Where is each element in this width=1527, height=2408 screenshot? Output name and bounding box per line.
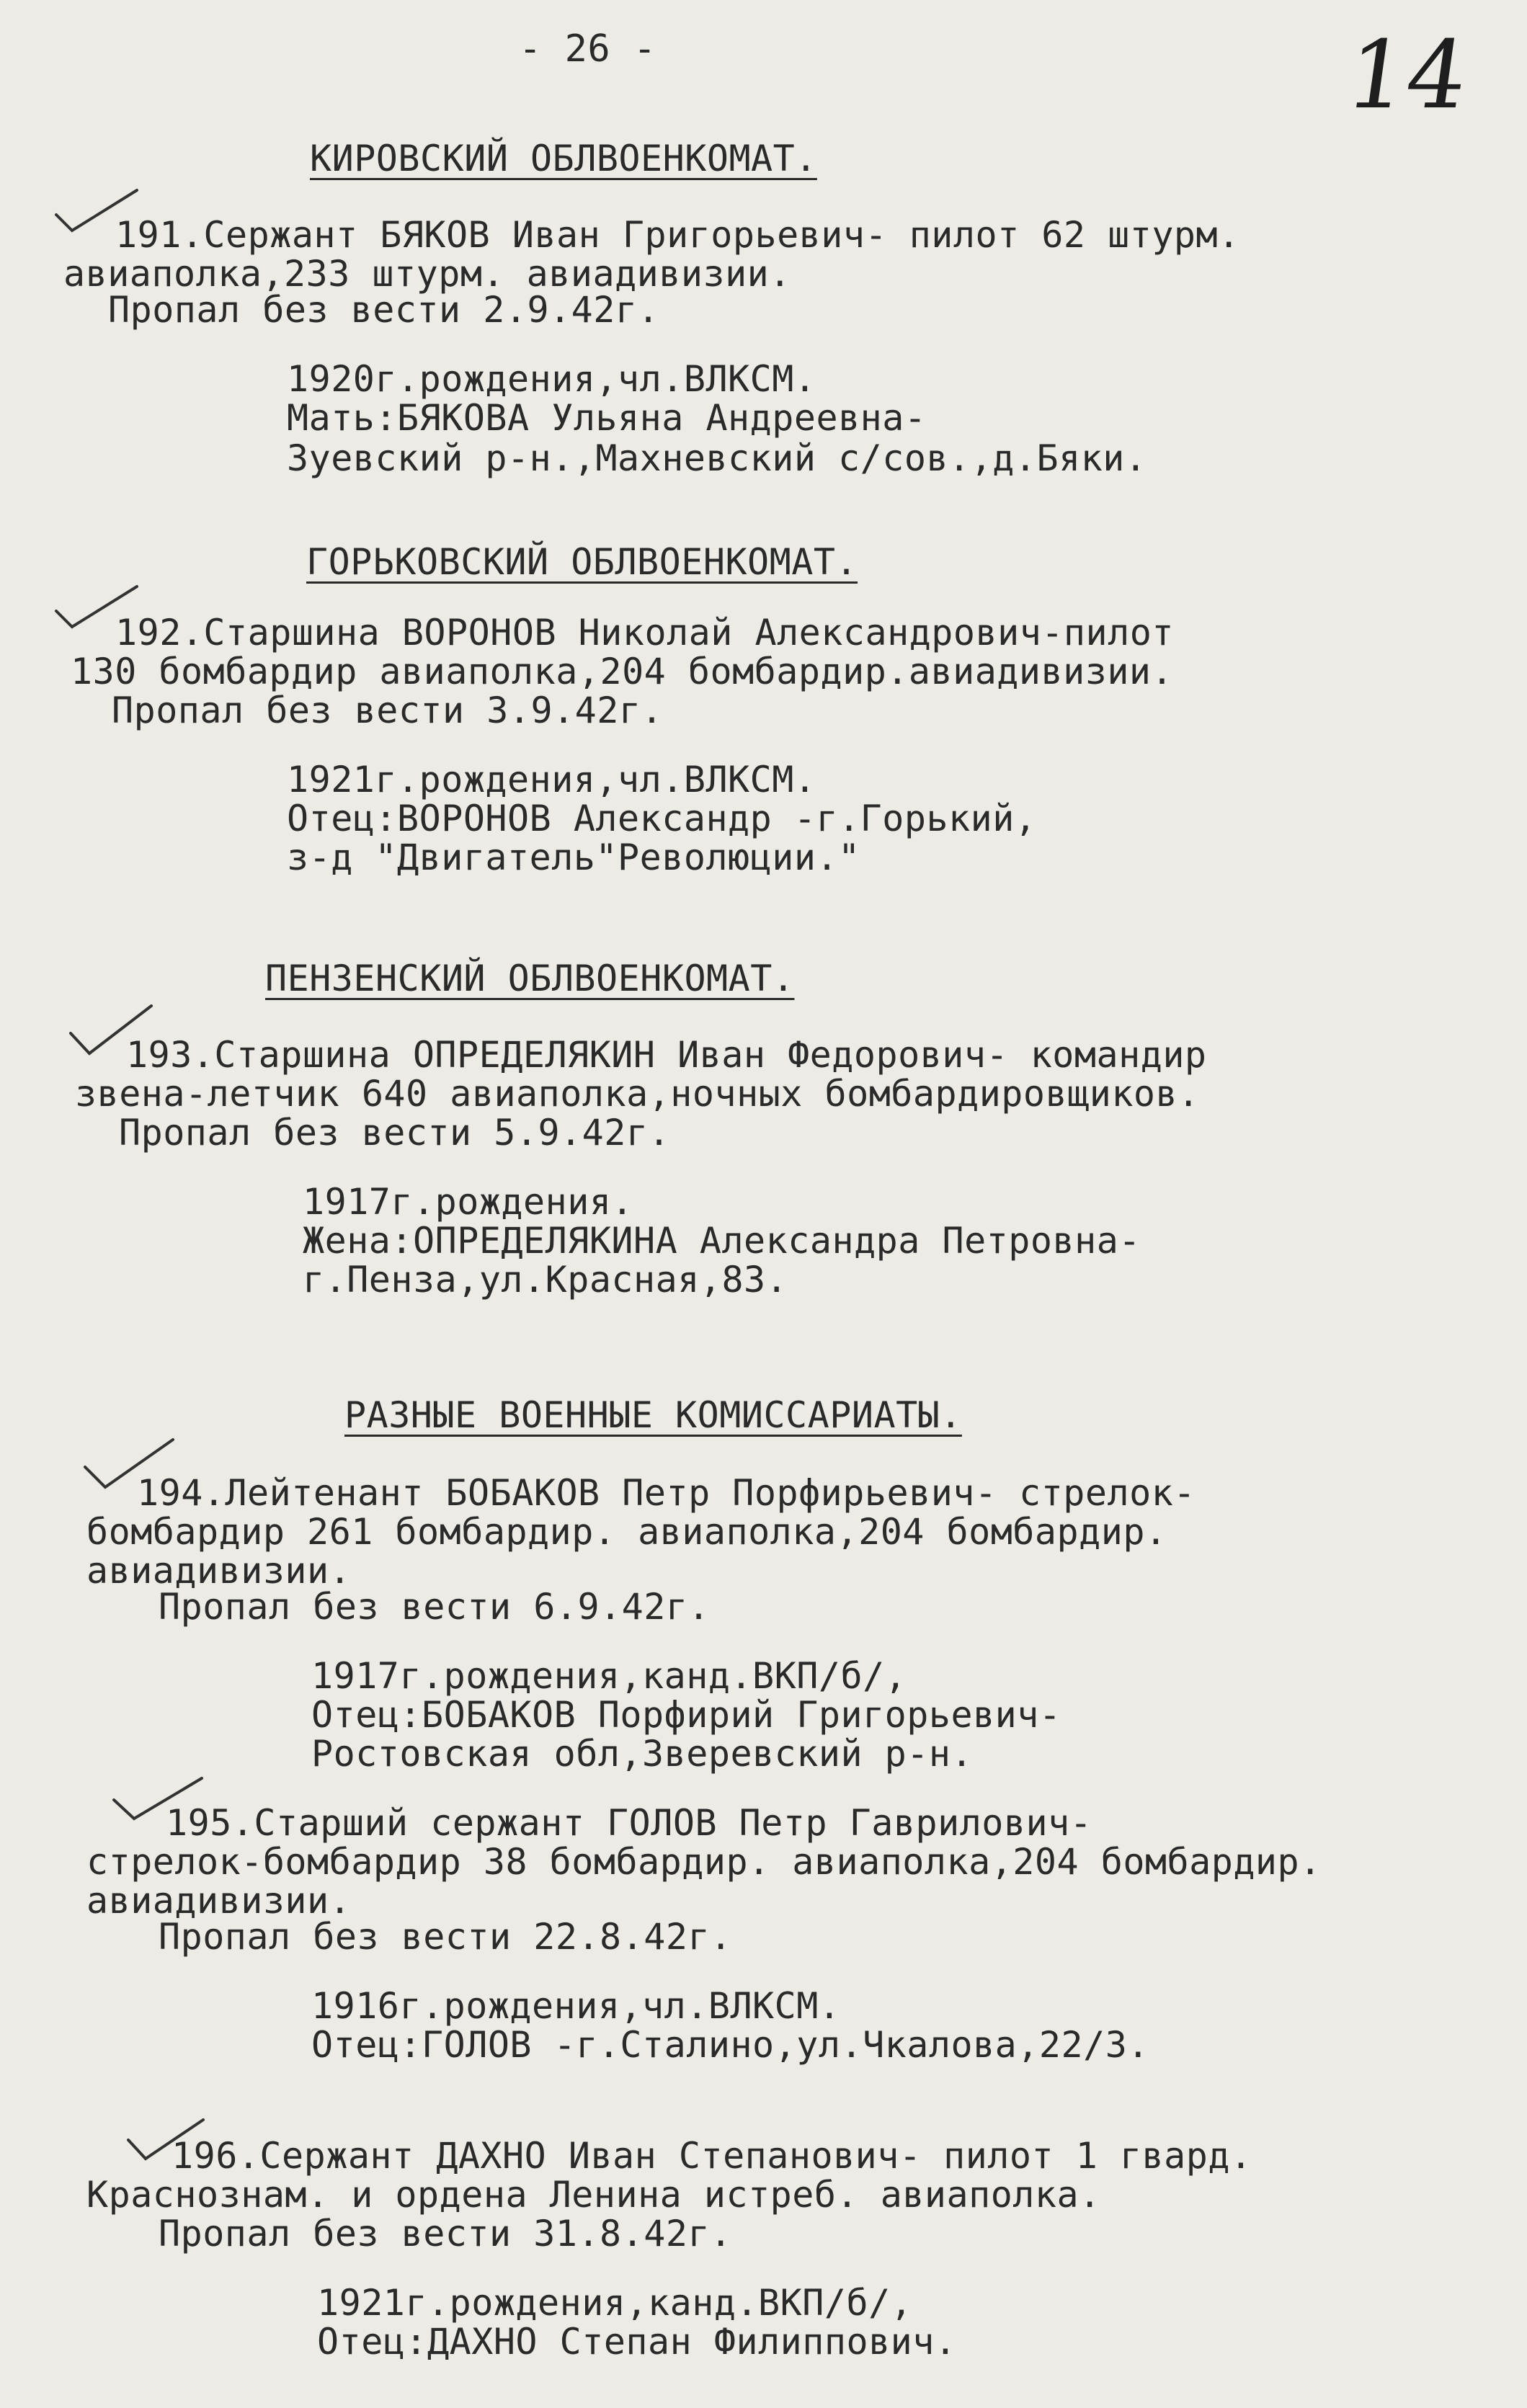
record-detail: г.Пенза,ул.Красная,83. (303, 1259, 788, 1301)
record-line: Краснознам. и ордена Ленина истреб. авиаполка. (86, 2174, 1101, 2216)
record-line: Пропал без вести 6.9.42г. (159, 1586, 711, 1628)
record-line: 191.Сержант БЯКОВ Иван Григорьевич- пилот 62 штурм. (115, 214, 1240, 256)
record-detail: Отец:ГОЛОВ -г.Сталино,ул.Чкалова,22/3. (311, 2024, 1149, 2066)
record-detail: 1921г.рождения,канд.ВКП/б/, (317, 2282, 913, 2324)
record-detail: 1917г.рождения. (303, 1181, 634, 1223)
record-line: авиадивизии. (86, 1880, 352, 1922)
record-line: 195.Старший сержант ГОЛОВ Петр Гаврилович- (166, 1802, 1092, 1844)
record-detail: Жена:ОПРЕДЕЛЯКИНА Александра Петровна- (303, 1220, 1141, 1262)
page-number: - 26 - (519, 27, 656, 71)
record-detail: 1917г.рождения,канд.ВКП/б/, (311, 1655, 907, 1697)
record-detail: Отец:ДАХНО Степан Филиппович. (317, 2321, 957, 2363)
record-line: Пропал без вести 5.9.42г. (119, 1112, 671, 1154)
record-detail: Отец:БОБАКОВ Порфирий Григорьевич- (311, 1694, 1061, 1736)
record-line: Пропал без вести 31.8.42г. (159, 2213, 732, 2255)
record-detail: 1920г.рождения,чл.ВЛКСМ. (287, 358, 816, 400)
record-detail: 1916г.рождения,чл.ВЛКСМ. (311, 1985, 841, 2027)
record-line: 196.Сержант ДАХНО Иван Степанович- пилот 1 гвард. (172, 2135, 1252, 2177)
record-line: 193.Старшина ОПРЕДЕЛЯКИН Иван Федорович- командир (126, 1034, 1207, 1076)
record-detail: Ростовская обл,Зверевский р-н. (311, 1733, 974, 1775)
record-line: авиадивизии. (86, 1550, 352, 1592)
handwritten-page-number: 14 (1340, 20, 1475, 130)
record-detail: з-д "Двигатель"Революции." (287, 837, 860, 878)
record-line: звена-летчик 640 авиаполка,ночных бомбардировщиков. (75, 1073, 1200, 1115)
section-heading-kirov: КИРОВСКИЙ ОБЛВОЕНКОМАТ. (310, 138, 817, 179)
section-heading-gorky: ГОРЬКОВСКИЙ ОБЛВОЕНКОМАТ. (306, 541, 858, 583)
record-detail: Мать:БЯКОВА Ульяна Андреевна- (287, 397, 927, 439)
record-line: стрелок-бомбардир 38 бомбардир. авиаполка,204 бомбардир. (86, 1841, 1322, 1883)
section-heading-various: РАЗНЫЕ ВОЕННЫЕ КОМИССАРИАТЫ. (344, 1394, 962, 1436)
record-detail: Отец:ВОРОНОВ Александр -г.Горький, (287, 798, 1037, 839)
record-line: бомбардир 261 бомбардир. авиаполка,204 бомбардир. (86, 1511, 1167, 1553)
record-line: 194.Лейтенант БОБАКОВ Петр Порфирьевич- стрелок- (137, 1472, 1196, 1514)
record-line: Пропал без вести 3.9.42г. (112, 690, 664, 731)
record-detail: 1921г.рождения,чл.ВЛКСМ. (287, 759, 816, 801)
record-line: Пропал без вести 2.9.42г. (108, 289, 660, 331)
record-detail: Зуевский р-н.,Махневский с/сов.,д.Бяки. (287, 437, 1147, 479)
record-line: 192.Старшина ВОРОНОВ Николай Александрович-пилот (115, 612, 1174, 654)
record-line: авиаполка,233 штурм. авиадивизии. (63, 253, 791, 295)
section-heading-penza: ПЕНЗЕНСКИЙ ОБЛВОЕНКОМАТ. (265, 958, 795, 999)
record-line: Пропал без вести 22.8.42г. (159, 1916, 732, 1958)
record-line: 130 бомбардир авиаполка,204 бомбардир.авиадивизии. (71, 651, 1174, 692)
